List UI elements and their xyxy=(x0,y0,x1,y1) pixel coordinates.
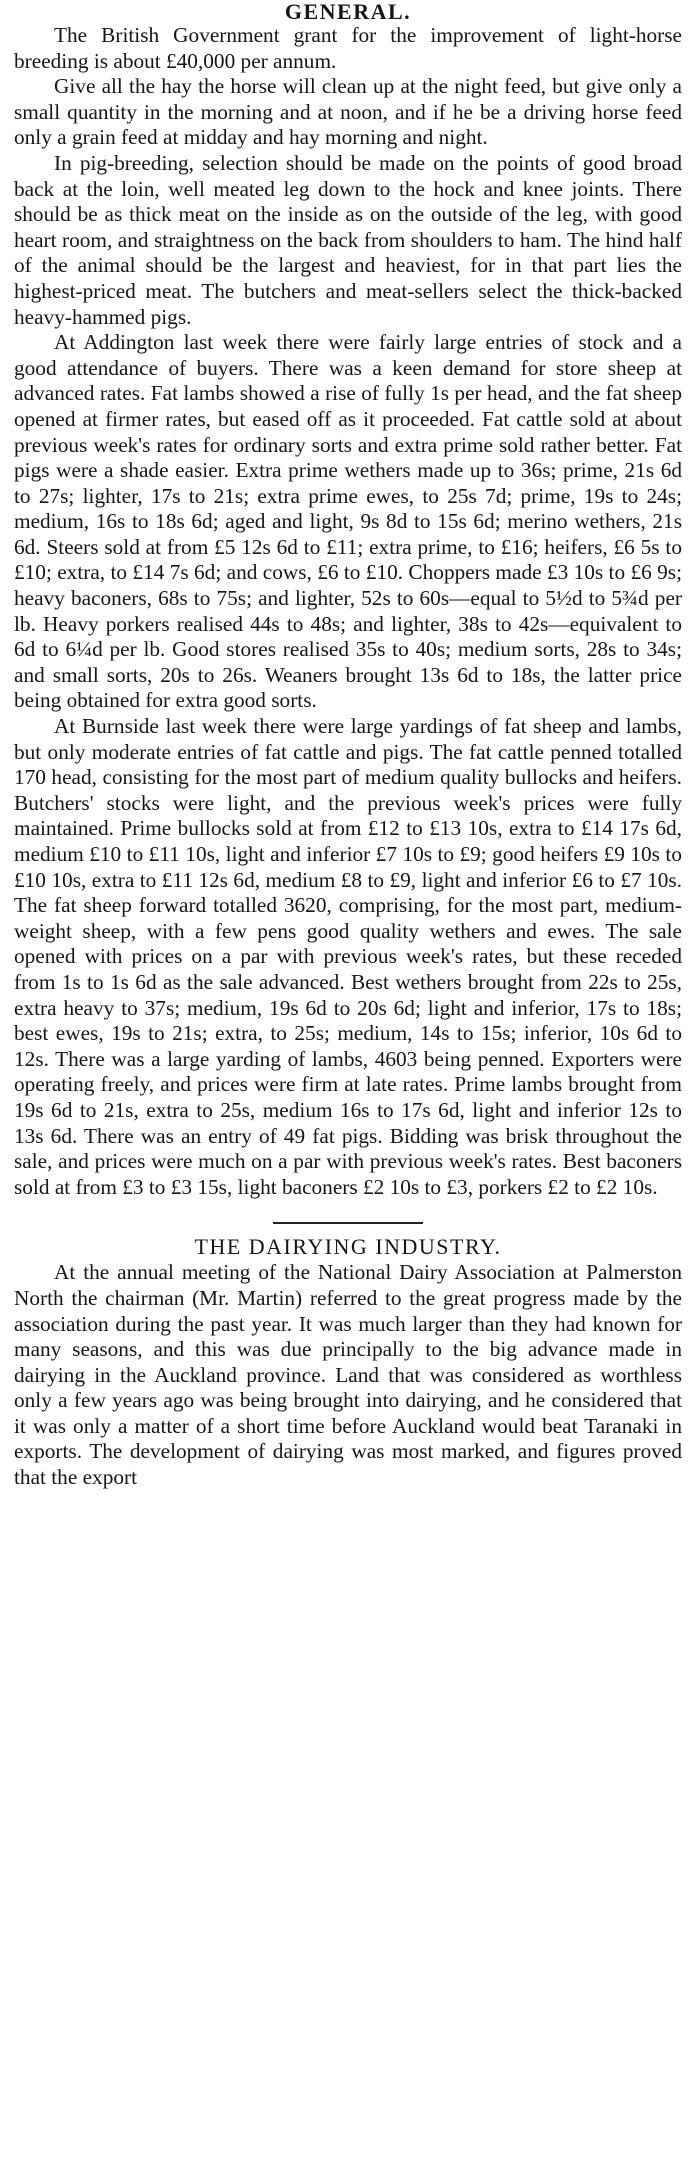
dairying-section xyxy=(14,1234,682,1490)
paragraph-pig-breeding: In pig-breeding, selection should be made on the points of good broad back at the loin, well meated leg down to the hock and knee joints. There should be as thick meat on the inside as on the outside of the leg, with good heart room, and straightness on the back from shoulders to ham. The hind half of the animal should be the largest and heaviest, for in that part lies the highest-priced meat. The butchers and meat-sellers select the thick-backed heavy-hammed pigs. xyxy=(14,150,682,329)
dairying-heading: THE DAIRYING INDUSTRY. xyxy=(194,1234,502,1260)
general-section xyxy=(14,0,682,1200)
paragraph-burnside-market: At Burnside last week there were large yardings of fat sheep and lambs, but only moderate entries of fat cattle and pigs. The fat cattle penned totalled 170 head, consisting for the most part of medium quality bullocks and heifers. Butchers' stocks were light, and the previous week's prices were fully maintained. Prime bullocks sold at from £12 to £13 10s, extra to £14 17s 6d, medium £10 to £11 10s, light and inferior £7 10s to £9; good heifers £9 10s to £10 10s, extra to £11 12s 6d, medium £8 to £9, light and inferior £6 to £7 10s. The fat sheep forward totalled 3620, comprising, for the most part, medium-weight sheep, with a few pens good quality wethers and ewes. The sale opened with prices on a par with previous week's rates, but these receded from 1s to 1s 6d as the sale advanced. Best wethers brought from 22s to 25s, extra heavy to 37s; medium, 19s 6d to 20s 6d; light and inferior, 17s to 18s; best ewes, 19s to 21s; extra, to 25s; medium, 14s to 15s; inferior, 10s 6d to 12s. There was a large yarding of lambs, 4603 being penned. Exporters were operating freely, and prices were firm at late rates. Prime lambs brought from 19s 6d to 21s, extra to 25s, medium 16s to 17s 6d, light and inferior 12s to 13s 6d. There was an entry of 49 fat pigs. Bidding was brisk throughout the sale, and prices were much on a par with previous week's rates. Best baconers sold at from £3 to £3 15s, light baconers £2 10s to £3, porkers £2 to £2 10s. xyxy=(14,714,682,1199)
paragraph-hay-feeding: Give all the hay the horse will clean up at the night feed, but give only a small quantity in the morning and at noon, and if he be a driving horse feed only a grain feed at midday and hay morning and night. xyxy=(14,74,682,150)
section-divider xyxy=(273,1222,423,1224)
general-heading: GENERAL. xyxy=(284,0,412,24)
paragraph-horse-grant: The British Government grant for the improvement of light-horse breeding is about £40,000 per annum. xyxy=(14,23,682,73)
paragraph-dairy-association: At the annual meeting of the National Dairy Association at Palmerston North the chairman (Mr. Martin) referred to the great progress made by the association during the past year. It was much larger than they had known for many seasons, and this was due principally to the big advance made in dairying in the Auckland province. Land that was considered as worthless only a few years ago was being brought into dairying, and he considered that it was only a matter of a short time before Auckland would beat Taranaki in exports. The development of dairying was most marked, and figures proved that the export xyxy=(14,1260,682,1490)
paragraph-addington-market: At Addington last week there were fairly large entries of stock and a good attendance of buyers. There was a keen demand for store sheep at advanced rates. Fat lambs showed a rise of fully 1s per head, and the fat sheep opened at firmer rates, but eased off as it proceeded. Fat cattle sold at about previous week's rates for ordinary sorts and extra prime sold rather better. Fat pigs were a shade easier. Extra prime wethers made up to 36s; prime, 21s 6d to 27s; lighter, 17s to 21s; extra prime ewes, to 25s 7d; prime, 19s to 24s; medium, 16s to 18s 6d; aged and light, 9s 8d to 15s 6d; merino wethers, 21s 6d. Steers sold at from £5 12s 6d to £11; extra prime, to £16; heifers, £6 5s to £10; extra, to £14 7s 6d; and cows, £6 to £10. Choppers made £3 10s to £6 9s; heavy baconers, 68s to 75s; and lighter, 52s to 60s—equal to 5½d to 5¾d per lb. Heavy porkers realised 44s to 48s; and lighter, 38s to 42s—equivalent to 6d to 6¼d per lb. Good stores realised 35s to 40s; medium sorts, 28s to 34s; and small sorts, 20s to 26s. Weaners brought 13s 6d to 18s, the latter price being obtained for extra good sorts. xyxy=(14,330,682,713)
